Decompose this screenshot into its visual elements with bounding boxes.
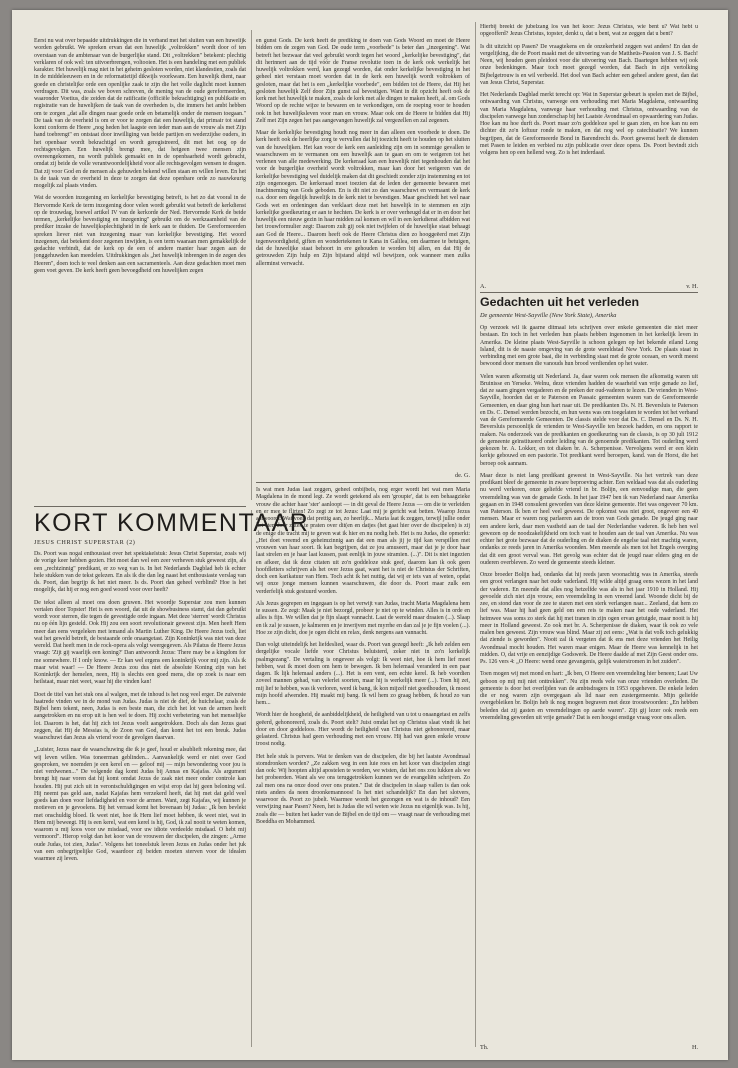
signature-right: H.	[691, 1044, 698, 1051]
paragraph: De tekst alleen al moet ons doen gruwen. Het woordje Superstar zou men kunnen vertalen door Topster! Het is een woord, dat uit de showbusiness stamt, dat dan gebruikt wordt voor sterren, die tegen de gevestigde orde ingaan. Met deze 'sterren' wordt Christus nu op één lijn gesteld. Ook Hij zou een soort revolutionair geweest zijn. Men heeft Hem meer dan eens vergeleken met iemand als Martin Luther King. De Heere Jezus toch, liet wat het geweld betreft, de bestaande orde onaangetast. Zijn Koninkrijk was niet van deze wereld. Dat heeft men in de rock-opera als volgt weergegeven. Als Pilatus de Heere Jezus vraagt: 'Zijt gij waarlijk een koning?' Dan antwoordt Jezus: There may be a kingdom for me somewhere. If I only know. — Er kan wel ergens een koninkrijk voor mij zijn. Als ik maar wist waar! — De Heere Jezus zou dus niet de absolute Koning zijn van het Koninkrijk der hemelen, neen, Hij is slechts een goed mens, die op zoek is naar een heilstaat, maar niet weet, waar hij die vinden kan!	[34, 599, 246, 686]
section-divider	[480, 292, 698, 293]
article-column-3-top	[480, 24, 698, 282]
paragraph: Is dit uitzicht op Pasen? De vraagtekens en de onzekerheid zeggen wat anders! En dan de vergelijking, die de Poort maakt met de uitvoering van de Mattheüs-Passion van J. S. Bach! Neen, wij houden geen pleidooi voor die uitvoering van Bach. Daartegen hebben wij ook onze bedenkingen. Maar toch moet gezegd worden, dat Bach in zijn vertolking Bijbelgetrouw is en wil verbeeld. Het doel van Bach achter een geheel andere geest, dan dat van Jesus Christ, Superstar.	[480, 43, 698, 86]
article-column-1-bottom	[34, 551, 246, 1043]
signature-left: Th.	[480, 1044, 489, 1051]
paragraph: Het Nederlands Dagblad merkt terecht op: Wat in Superstar gebeurt is spelen met de Bijbel, ontwaarding van Christus, vanwege een verhouding met Maria Magdalena, ontwaarding van Maria Magdalena, vanwege haar verhouding met Christus, ontwaarding van de discipelen vanwege hun zonderschap bij het Laatste Avondmaal en opwaardering van Judas. Hoe kan nu hoe durft ds. Poort maar zo'n goddeloze spel te gaan zien, en hoe kan nu een dichter dit zo'n loftuur ronde te maken, en dat nog wel op catechisatie? We kunnen begrijpen, dat de Gereformeerde Bond in Barendrecht ds. Poort gewenst heeft de diensten met Pasen te leiden en verbied nu zijn publicatie over deze opera. Ds. Poort bevindt zich volgens hen op een hellend weg. Zo is het inderdaad.	[480, 92, 698, 156]
paragraph: Onze broeder Bolijn had, ondanks dat hij reeds jaren woonachtig was in Amerika, steeds een groot verlangen naar het oude vaderland. Hij wilde altijd graag eens wezen in het land der vaderen. En meende dat alles nog hetzelfde was als in het jaar 1910 in Holland. Hij gevoelde zich niet zijn vrouw, een vreemdeling in een vreemd land. Woonde dicht bij de zee, en stond dan voor de zee te staren met een sterk verlangen naar... Zeeland, dat hem zo lief was. Maar hij had geen geld om een reis te maken naar het oude vaderland. Het heimwee was soms zo sterk dat hij met tranen in zijn ogen ervan getuigde, maar nooit is hij meer in Holland geweest. Zo ook met br. A. Scherpenisse de diaken, waar ik ook zo vele malen ben geweest. Zijn vrouw was blind. Maar zij zei eens: „Wat is dat volk toch gelukkig dat ziende is geworden". Nooit zal ik vergeten dat ik ens met deze vrienden het Heilig Avondmaal mocht houden. Het waren maar enigen. Maar de Heere was kennelijk in het midden. O, dat vrije en eenzijdige Godswerk. De Heere daalde af met Zijn Geest onder ons. Ps. 126 vers 4: „O Heere: wend onze gevangenis, gelijk waterstromen in het zuiden".	[480, 572, 698, 665]
article-column-1-top	[34, 38, 246, 503]
section-title: KORT KOMMENTAAR	[34, 509, 310, 537]
column-rule	[475, 22, 476, 1047]
paragraph: Toen mogen wij met mond en hart: „Ik ben, O Heere een vreemdeling hier beneen; Laat Uw geboon op mij mij niet onttrekken". Nu zijn reeds vele van onze vrienden overleden. De gemeente is door het overlijden van de ambtsdragers in 1953 opgeheven. De enkele leden die er nog waren zijn overgegaan als lid naar een zustergemeente. Mijn geliefde overgebleiken br. Bolijn heb ik nog mogen begraven met deze troostwoorden: „En hebben beleden dat zij gasten en vreemdelingen op aarde waren". Zijt gij lezer ook reeds een vreemdeling geworden uit vrije genade? Dat is een hoogst enstige vraag voor ons allen.	[480, 671, 698, 721]
section-subtitle: De gemeente West-Sayville (New York State), Amerika	[480, 312, 617, 319]
newspaper-page	[12, 10, 728, 1060]
signature-left: A.	[480, 283, 487, 290]
paragraph: Wordt hier de hoogheid, de aanbiddelijkheid, de heiligheid van u tot u onaangetast en zelfs geëerd, gehonoreerd, zoals ds. Poort stelt? Juist omdat het op Christus slaat vindt ik het door en door goddeloos. Hier wordt de heiligheid van Christus niet gehonoreerd, maar gelasterd. Christus had geen verhouding met een vrouw. Hij had van geen enkele vrouw troost nodig.	[256, 712, 470, 748]
article-column-2-bottom	[256, 487, 470, 1043]
article-column-2-top	[256, 38, 470, 460]
section-divider	[256, 482, 470, 483]
paragraph: Is wat men Judas laat zeggen, geheel onbijbels, nog erger wordt het wat men Maria Magdalena in de mond legt. Ze wordt getekend als een 'groupie', dat is een behaagzieke vrouw die achter haar 'ster' aanloopt — in dit geval de Heere Jezus — om die te verleiden en er mee te flirten! Zo zegt ze tot Jezus: Laat mij je gericht wat betten. Waarop Jezus antwoordt: Wat voelt dat prettig aan, zo heerlijk... Maria laat ik zeggen, terwijl jullie onder het eten door zitten te praten over dit(en en datjes (het gaat hier over de discipelen) is zij de enige die tracht mij te geven wat ik hier en nu nodig heb. Het is nu Judas, die opmerkt: „Het doet vreemd en geheimzinnig aan dat een man als jij je tijd kan verspillen met vrouwen van haar soort. Ik kan begrijpen, dat ze jou amuseert, maar dat je je door haar laat strelen en je haar laat kussen, past eenlijk in jouw stramien. (...)". Dit is niet ingezien en afkeer, dat ik deze citaten uit zo'n goddeloze stuk geef, daarom kan ik ook geen hoofdletters schrijven als het over Jezus gaat, want het is niet de Christus der Schriften, doch een karikatuur van Hem. Toch acht ik het nuttig, dat wij er iets van af weten, opdat wij onze jonge mensen kunnen waarschuwen, die door ds. Poort maar zulk een verderfelijk stuk gestuurd worden.	[256, 487, 470, 595]
section-divider	[34, 506, 246, 507]
paragraph: Dan volgt uiteindelijk het liefdeslied, waar ds. Poort van gezegd heeft: „Ik heb zelden een dergelijke vocale liefde voor Christus beluisterd, zeker niet in zo'n kerkelijk psalmgezang". De vertaling is ongeveer als volgt: Ik weet niet, hoe ik hem lief moet hebben, wat ik moet doen om hem te bewegen. Ik ben helemaal veranderd in een paar dagen. Ik lijk helemaal anders (...). Het is een vent, een echte kerel. Ik heb voordien zoveel mannen gehad, van velerlei soorten, maar hij is werkelijk meer (...). Toen hij zei, mij lief te hebben, was ik verloren, werd ik bang, ik kon mijzelf niet goedhouden, ik moest mijn hoofd afwenden. Hij maakt mij bang. Ik wil hem zo graag hebben, ik houd zo van hem...	[256, 642, 470, 706]
paragraph: „Luister, Jezus naar de waarschuwing die ik je geef, houd er alsublieft rekening mee, dat wij leven willen. Was toneerman geblinden... Aanvankelijk werd er niet over God gesproken, we noemden je een kerel en — geloof mij — mijn bewondering voor jou is niet verdwenen..." De volgende dag komt Judas bij Annas en Kajafas. Als argument brengt hij naar voren dat hij komt omdat Jezus de zaak niet meer onder controle kan houden. Hij put zich uit in verontschuldigingen en wijst erop dat hij geen beloning wil. Hij neemt pas geld aan, nadat Kajafas hem verzekerd heeft, dat hij met dat geld veel goeds kan doen voor liefdadigheid en voor de armen. Want, zegt Kajafas, wij kunnen je motieven en je gevoelens. Bij het verraad komt het bovenaan bij Judas: „Ik ben bevlekt met onschuldig bloed. Ik weet niet, hoe ik Hem lief moet hebben, ik weet niet, wat in Hem mij beweegt. Hij is een kerel, wat een kerel is hij, God, ik zal nooit te weten komen, waarom u mij koos voor uw misdaad, voor uw idiote verdeelde misdaad. O hebt mij vermoord". Hierop volgt dan het koor van de vrouwen der discipelen, die zingen: „Arme oude Judas, tot zien, Judas". Volgens het toneelstuk leven Jezus en Judas onder het juk van een onbegrijpelijke God, waardoor zij beiden moeten sterven voor de idealen waarmee zij leven.	[34, 747, 246, 862]
signature-row	[480, 283, 698, 290]
section-subtitle: JESUS CHRIST SUPERSTAR (2)	[34, 539, 136, 546]
column-rule	[251, 30, 252, 500]
section-title: Gedachten uit het verleden	[480, 295, 640, 309]
paragraph: Het hele stuk is pervers. Wat te denken van de discipelen, die bij het laatste Avondmaal stomdronken worden? „Ze zakken weg in een luie roes en het koor van discipelen zingt dan ook: Wij hoopten altijd apostelen te worden, we wisten, dat het ons zou lukken als we het probeerden. Want als we ons teruggetrokken kunnen we de evangeliën schrijven. Zo zal men ons na onze dood over ons praten." Dat de discipelen in slaap vallen is dan ook niets anders da neen droonkemannoos! Is het niet schandelijk? En dan het slotvers, waarvoor ds. Poort zo jubelt. Waarmee wordt het gezongen en wat is de inhoud? Een verwijzing naar Pasen? Neen, het is Judas die wil weten wie Jezus nu eigenlijk was. Is hij, zoals die — buiten het kader van de Bijbel en de tijd om — vraagt naar de verhouding met Boeddha en Mohammed.	[256, 753, 470, 825]
paragraph: Maar deze is niet lang predikant geweest in West-Sayville. Na het vertrek van deze predikant bleef de gemeente in zware beproeving achter. Een weldaad was dat als ouderling nu werd verkoren, onze geliefde vriend in br. Bolijn, een eenvoudige man, die geen vreemdeling was van de genade Gods. In het jaar 1947 ben ik van Nederland naar Amerika gegaan en in 1948 consulent geworden van deze kleine gemeente. Het was ongeveer 70 km. van Paterson. Ik ben er heel veel geweest. De opkomst was niet groot, ongeveer een 40 mensen. Maar er waren nog parlaeren aan de troon van Gods genade. De jeugd ging naar een andere kerk, daar men vastheid aan de taal der Nederlandse vaderen. Ik heb hen wel gewezen op de noodzakelijkheid om toch vast te houden aan de taal van Amerika. Nu was echter het grote bezwaar dat de ouderling en de diaken de engelse taal niet machtig waren, ondanks ze reeds jaren in Amerika woonden. Men meende als men tot het Engels overging dat dit een groot verval was. Het gevolg was echter dat de jeugd naar elders ging en de ouderen overbleven. Zo werd de gemeente steeds kleiner.	[480, 472, 698, 566]
paragraph: Als Jezus gegrepen en ingegaan is op het verwijt van Judas, tracht Maria Magdalena hem te sussen. Ze zegt: Maak je niet bezorgd, probeer je niet op te winden. Alles is in orde en alles is fijn. We willen dat je fijn slaapt vannacht. Laat de wereld maar draaien (...). Slaap en ik zal je sussen, je kalmeren en je inwrijven met myrrhe en dan zal je je fijn voelen (...). Hoe ze zijn dicht, doe je ogen dicht en relax, denk nergens aan vannacht.	[256, 600, 470, 636]
paragraph: Maar de kerkelijke bevestiging houdt nog meer in dan alleen een voorbede te doen. De kerk heeft ook de heerlijke zorg te vervullen dat hij toezicht heeft te houden op het sluiten van de huwelijken. Het kan voor de kerk een aanleiding zijn om in sommige gevallen te waarschuwen en te vermanen om een huwelijk aan te gaan en om te weigeren tot het verlenen van alle medewerking. De kerkeraad kan een huwelijk niet tegenhouden dat het voor de burgerlijke overheid wordt voltrokken, maar kan door het weigeren van de kerkelijke bevestiging wel duidelijk maken dat dit geschiedt zonder zijn instemming en tot zijn ongenoegen. De kerkeraad moet toezien dat de leden der gemeente bewaren met inachtneming van Gods geboden. En is dit niet zo dan waarschuwt en vermaant de kerk o.a. door een degelijk huwelijk in de kerk niet te bevestigen. Maar geschiedt het wel naar Gods wet en ordeningen dan verklaart deze met het huwelijk in te stemmen en zijn kerkelijke goedkeuring er aan te hechten. De kerk is er over verheugd dat er in en door het huwelijk een nieuw gezin in haar midden zal komen en wil in een kerkdienst afbidden wat het trouwformulier zegt: Daarom zult gij ook niet twijfelen of de huwelijke staat behaagt aan God de Heere... Daarom heeft ook de Heere Christus dien zo hooggeëerd met Zijn tegenwoordigheid, giften en wondertekenen te Kana in Galilea, om daarmee te betuigen, dat de huwelijke staat behoort in ere gehouden te worden bij allen, en dat Hij de getrouwden Zijn hulp en Zijn bijstand altijd wil bewijzen, ook wanneer men zulks allerminst verwacht.	[256, 130, 470, 267]
paragraph: Doet de titel van het stuk ons al walgen, met de inhoud is het nog veel erger. De zuiverste haatrede vinden we in de mond van Judas. Judas is niet de dief, de huichelaar, zoals de Bijbel hem tekent, neen, Judas is een beste man, die zich het lot van de armen heeft aangetrokken en nu erop uit is hen wel te doen. Hij zocht verbetering van het menselijke lot. Daarom is het, dat hij zich tot Jezus voelt aangetrokken. Doch als dan Jezus gaat zeggen, dat Hij de Messias is, de Zoon van God, dan komt het tot een breuk. Judas waarschuwt dan Jezus als vriend voor de gevolgen daarvan.	[34, 691, 246, 741]
signature-right: v. H.	[686, 283, 698, 290]
signature: de. G.	[455, 472, 470, 479]
paragraph: Op verzoek wil ik gaarne ditmaal iets schrijven over enkele gemeenten die niet meer bestaan. En toch in het verleden hun plaats hebben ingenomen in het kerkelijk leven in Amerika. De kleine plaats West-Sayville is schoon gelegen op het bekende eiland Long Island, dit is de naaste omgeving van de grote wereldstad New York. De plaats staat in verbinding met een grote baai, die in verbinding staat met de grote oceaan, en wordt meest bewoond door mensen die vanouds hun brood verdienden op het water.	[480, 325, 698, 368]
paragraph: Hierbij breekt de jubelzang los van het koor: Jezus Christus, wie bent u? Wat hebt u opgeofferd? Jezus Christus, topster, denkt u, dat u bent, wat ze zeggen dat u bent?	[480, 24, 698, 38]
column-rule	[251, 510, 252, 1047]
paragraph: Velen waren afkomstig uit Nederland. Ja, daar waren ook mensen die afkomstig waren uit Bruinisse en Yerseke. Welnu, deze vrienden hadden de waarheid van vrije genade zo lief, dat ze saam gingen vergaderen en de preken der oud-vaderen te lezen. De vrienden in West-Sayville, hoorden dat er te Paterson en Passaic gemeenten waren van de Gereformeerde Gemeenten, en daar ging hun hart naar uit. De predikanten Ds. N. H. Beversluis te Paterson en Ds. C. Densel werden bezocht, en hun wens was om toegelaten te worden tot het verband van de Gereformeerde Gemeenten. De classis stelde voor dat Ds. C. Densel en Ds. N. H. Beversluis persoonlijk de vrienden te West-Sayville ten bezoek hadden, en ons rapport te maken. Na onderzoek van de predikanten en goedkeuring van de classis, is op 30 juli 1912 de gemeente geïnstitueerd onder leiding van de genoemde predikanten. Tot ouderling werd gekozen br. A. Lokker, en tot diaken br. A. Scherpenisse. Vervolgens werd er een klein kerkje gebouwd en een pastorie. Tot predikant werd beroepen, kand. van de Horst, die het beroep ook aannam.	[480, 373, 698, 467]
paragraph: Wat de woorden inzegening en kerkelijke bevestiging betreft, is het zo dat vooral in de Hervormde Kerk de term inzegening door velen wordt gebruikt wat betreft de kerkdienst op de trouwdag, hoewel artikel IV van de kerkorde der Ned. Hervormde Kerk de beide termen, „kerkelijke bevestiging en inzegening" gebruikt om de werkzaamheid van de prediker inzake de huwelijksplechtigheid in de kerk aan te duiden. De Gereformeerden spreken liever niet van inzegening maar van kerkelijke bevestiging. Het woord inzegenen, dat betekent door zegenen inwijden, is een term waaraan men gemakkelijk de gedachte verbindt, dat de kerk op de een of andere manier haar zegen aan de jonggehuwden kan meedelen. Uitdrukkingen als „het huwelijk inbrengen in de zegen des Heeren", doen toch te veel denken aan een sacramenteels. Aan deze gedachten moet men geen voet geven. De kerk heeft geen bevoegdheid om huwelijken zegen	[34, 195, 246, 274]
paragraph: Eerst nu wat over bepaalde uitdrukkingen die in verband met het sluiten van een huwelijk worden gebruikt. We spreken ervan dat een huwelijk „voltrokken" wordt door of ten overstaan van de ambtenaar van de burgerlijke stand. Dit „voltrekken" betekent: plechtig verklaren of ook wel: ten uitvoerbrengen, voltooien. Het is een handeling met een publiek karakter. Het huwelijk mag niet in het geheim gesloten worden, niet klandestien, zoals dat in de middeleeuwen en in de reformatietijd dikwijls voorkwam. Een huwelijk dient, naar goede en christelijke orde een openlijke zaak te zijn die het volle daglicht moet kunnen verdragen. Dit was, zoals we boven schreven, de mening van de oude gereformeerden, waaronder Voetius, die zeiden dat de ratificatie (officiële bekrachtiging) en publikatie en registratie van de huwelijken de taak van de overheden is, die immers het ambt hebben om te zorgen „dat alle dingen naar goede orde en betamelijk onder de mensen toegaan." De taak van de overheid is om er voor te zorgen dat een huwelijk, dat primair tot stand komt conform de Heere „nog heden het laagste een ieder man aan de vrouw als met Zijn hand toebrengt" en ontstaat door inwilliging van beide partijen en wederzijdse ouders, in het openbaar wordt bekrachtigd en wordt geregistreerd, dit met het oog op de rechtsgevolgen. Een huwelijk brengt mee, dat hetgeen twee mensen zijn overeengekomen, nu wordt publiek gemaakt en in de openbaarheid wordt gebracht, omdat zij beide de volle verantwoordelijkheid voor alle rechtsgevolgen wensen te dragen. Dat zij voor God en de mensen als gehuwden bekend willen staan en willen leven. En het is de taak van de overheid in deze te zorgen dat deze openbare orde zo nauwkeurig mogelijk zal plaats vinden.	[34, 38, 246, 189]
article-column-3-bottom	[480, 325, 698, 1043]
paragraph: Ds. Poort was nogal enthousiast over het spektakelstuk: Jesus Christ Superstar, zoals wij de vorige keer hebben gezien. Het moet dan wel een zeer verheven stuk geweest zijn, als een „rechtzinnig" predikant, er zo weg van is. In het Nederlands Dagblad heb ik echter hele stukken van de tekst gelezen. En als ik die dan leg naast het enthousiaste verslag van ds. Poort, dan begrijp ik het niet meer. Is ds. Poort dan geheel verblind? Hoe is het mogelijk, dat hij er nog een goed woord voor over heeft?	[34, 551, 246, 594]
signature-row	[480, 1044, 698, 1051]
paragraph: en gunst Gods. De kerk heeft de prediking te doen van Gods Woord en moet de Heere bidden om de zegen van God. De oude term „voorbede" is beter dan „inzegening". Wat betreft het bezwaar dat veel gebruikt wordt tegen het woord „kerkelijke bevestiging", dat dit herinnert aan de tijd vóór de Franse revolutie toen in de kerk ook werkelijk het huwelijk voltrokken werd, kan gezegd worden, dat onder kerkelijke bevestiging in het geheel niet verstaan moet worden dat in de kerk een huwelijk wordt voltrokken of gesloten, maar dat het is een „kerkelijke voorbede", een bidden tot de Heere, dat Hij het gesloten huwelijk Zelf door Zijn gunst zal bevestigen. Want in dit opzicht heeft ook de kerk met het huwelijk te maken, zoals de kerk met alle dingen te maken heeft, al. om Gods Woord op de rechte wijze te bewaren en te verkondigen, om de roeping voor te houden ook in het huwelijksleven voor man en vrouw. Maar ook om de Heere te bidden dat Hij Zelf met Zijn zegen het pas aangevangen huwelijk zal vergezellen en zal zegenen.	[256, 38, 470, 124]
